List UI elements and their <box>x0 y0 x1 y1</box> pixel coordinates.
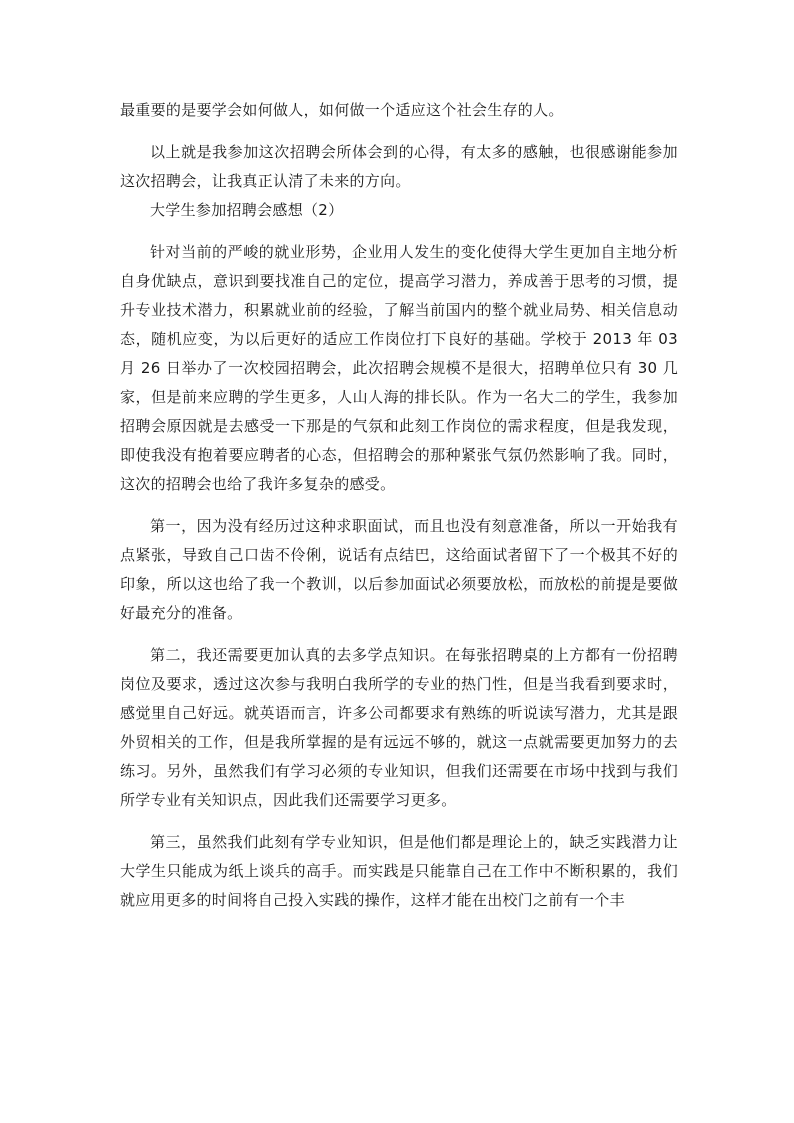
paragraph-first-point: 第一，因为没有经历过这种求职面试，而且也没有刻意准备，所以一开始我有点紧张，导致自己口齿不伶俐，说话有点结巴，这给面试者留下了一个极其不好的印象，所以这也给了我一个教训，以后参加面试必须要放松，而放松的前提是要做好最充分的准备。 <box>120 517 678 622</box>
paragraph-second-point: 第二，我还需要更加认真的去多学点知识。在每张招聘桌的上方都有一份招聘岗位及要求，透过这次参与我明白我所学的专业的热门性，但是当我看到要求时，感觉里自己好远。就英语而言，许多公司都要求有熟练的听说读写潜力，尤其是跟外贸相关的工作，但是我所掌握的是有远远不够的，就这一点就需要更加努力的去练习。另外，虽然我们有学习必须的专业知识，但我们还需要在市场中找到与我们所学专业有关知识点，因此我们还需要学习更多。 <box>120 646 678 809</box>
paragraph-conclusion: 以上就是我参加这次招聘会所体会到的心得，有太多的感触，也很感谢能参加这次招聘会，让我真正认清了未来的方向。 <box>120 143 678 190</box>
paragraph-third-point: 第三，虽然我们此刻有学专业知识，但是他们都是理论上的，缺乏实践潜力让大学生只能成为纸上谈兵的高手。而实践是只能靠自己在工作中不断积累的，我们就应用更多的时间将自己投入实践的操作，这样才能在出校门之前有一个丰 <box>120 833 678 909</box>
paragraph-continuation: 最重要的是要学会如何做人，如何做一个适应这个社会生存的人。 <box>120 101 564 119</box>
section-heading: 大学生参加招聘会感想（2） <box>150 201 344 219</box>
paragraph-intro: 针对当前的严峻的就业形势，企业用人发生的变化使得大学生更加自主地分析自身优缺点，意识到要找准自己的定位，提高学习潜力，养成善于思考的习惯，提升专业技术潜力，积累就业前的经验，了解当前国内的整个就业局势、相关信息动态，随机应变，为以后更好的适应工作岗位打下良好的基础。学校于 2013 年 03 月 26 日举办了一次校园招聘会，此次招聘会规模不是很大，招聘单位只有 30 几家，但是前来应聘的学生更多，人山人海的排长队。作为一名大二的学生，我参加招聘会原因就是去感受一下那是的气氛和此刻工作岗位的需求程度，但是我发现，即使我没有抱着要应聘者的心态，但招聘会的那种紧张气氛仍然影响了我。同时，这次的招聘会也给了我许多复杂的感受。 <box>120 243 678 493</box>
document-body <box>120 96 678 915</box>
